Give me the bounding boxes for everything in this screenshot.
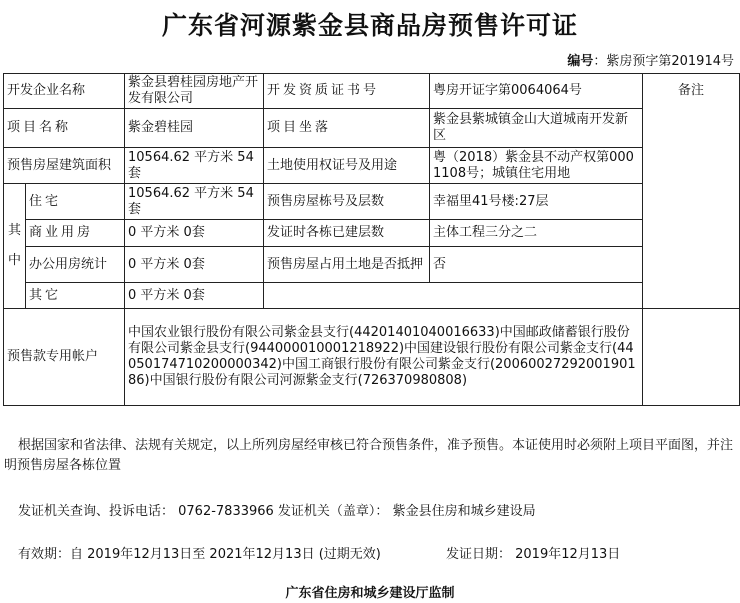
building-floors-value: 幸福里41号楼:27层 bbox=[430, 184, 643, 220]
location-value: 紫金县紫城镇金山大道城南开发新区 bbox=[430, 109, 643, 148]
table-row bbox=[4, 109, 740, 148]
account-label: 预售款专用帐户 bbox=[4, 309, 125, 406]
commercial-label: 商业用房 bbox=[26, 220, 125, 247]
qualification-value: 粤房开证字第0064064号 bbox=[430, 74, 643, 109]
table-row bbox=[4, 184, 740, 220]
permit-number-separator: ： bbox=[593, 54, 607, 69]
built-floors-value: 主体工程三分之二 bbox=[430, 220, 643, 247]
table-row bbox=[4, 247, 740, 283]
other-value: 0 平方米 0套 bbox=[125, 283, 264, 309]
land-cert-value: 粤（2018）紫金县不动产权第0001108号；城镇住宅用地 bbox=[430, 148, 643, 184]
developer-label: 开发企业名称 bbox=[4, 74, 125, 109]
issue-date: 发证日期： 2019年12月13日 bbox=[446, 547, 621, 562]
office-value: 0 平方米 0套 bbox=[125, 247, 264, 283]
empty-cell bbox=[643, 309, 740, 406]
presale-area-value: 10564.62 平方米 54套 bbox=[125, 148, 264, 184]
developer-value: 紫金县碧桂园房地产开发有限公司 bbox=[125, 74, 264, 109]
qizhong-char-2: 中 bbox=[7, 253, 21, 268]
qizhong-label bbox=[4, 184, 26, 309]
location-label: 项目坐落 bbox=[264, 109, 430, 148]
permit-number-value: 紫房预字第201914号 bbox=[606, 54, 734, 69]
document-title: 广东省河源紫金县商品房预售许可证 bbox=[161, 11, 578, 40]
qualification-label: 开发资质证书号 bbox=[264, 74, 430, 109]
residential-label: 住宅 bbox=[26, 184, 125, 220]
built-floors-label: 发证时各栋已建层数 bbox=[264, 220, 430, 247]
table-row bbox=[4, 283, 740, 309]
mortgage-value: 否 bbox=[430, 247, 643, 283]
table-row bbox=[4, 220, 740, 247]
permit-number bbox=[567, 50, 734, 69]
building-floors-label: 预售房屋栋号及层数 bbox=[264, 184, 430, 220]
table-row bbox=[4, 74, 740, 109]
contact-line: 发证机关查询、投诉电话： 0762-7833966 发证机关（盖章）： 紫金县住房和城乡建设局 bbox=[18, 504, 536, 519]
permit-number-label: 编号 bbox=[567, 54, 594, 69]
project-label: 项目名称 bbox=[4, 109, 125, 148]
account-value: 中国农业银行股份有限公司紫金县支行(44201401040016633)中国邮政储蓄银行股份有限公司紫金县支行(944000010001218922)中国建设银行股份有限公司紫金支行(44050174710200000342)中国工商银行股份有限公司紫金支行(2006002729200190186)中国银行股份有限公司河源紫金支行(726370980808) bbox=[125, 309, 643, 406]
supervisor-footer: 广东省住房和城乡建设厅监制 bbox=[285, 586, 455, 601]
notice-text: 根据国家和省法律、法规有关规定，以上所列房屋经审核已符合预售条件，准予预售。本证使用时必须附上项目平面图，并注明预售房屋各栋位置 bbox=[4, 438, 734, 473]
residential-value: 10564.62 平方米 54套 bbox=[125, 184, 264, 220]
other-label: 其它 bbox=[26, 283, 125, 309]
presale-area-label: 预售房屋建筑面积 bbox=[4, 148, 125, 184]
remark-label: 备注 bbox=[643, 74, 740, 309]
mortgage-label: 预售房屋占用土地是否抵押 bbox=[264, 247, 430, 283]
validity-period: 有效期：自 2019年12月13日至 2021年12月13日 (过期无效) bbox=[18, 547, 381, 562]
project-value: 紫金碧桂园 bbox=[125, 109, 264, 148]
qizhong-char-1: 其 bbox=[7, 223, 21, 238]
land-cert-label: 土地使用权证号及用途 bbox=[264, 148, 430, 184]
permit-table bbox=[3, 73, 740, 406]
empty-cell bbox=[264, 283, 643, 309]
office-label: 办公用房统计 bbox=[26, 247, 125, 283]
table-row bbox=[4, 309, 740, 406]
commercial-value: 0 平方米 0套 bbox=[125, 220, 264, 247]
table-row bbox=[4, 148, 740, 184]
